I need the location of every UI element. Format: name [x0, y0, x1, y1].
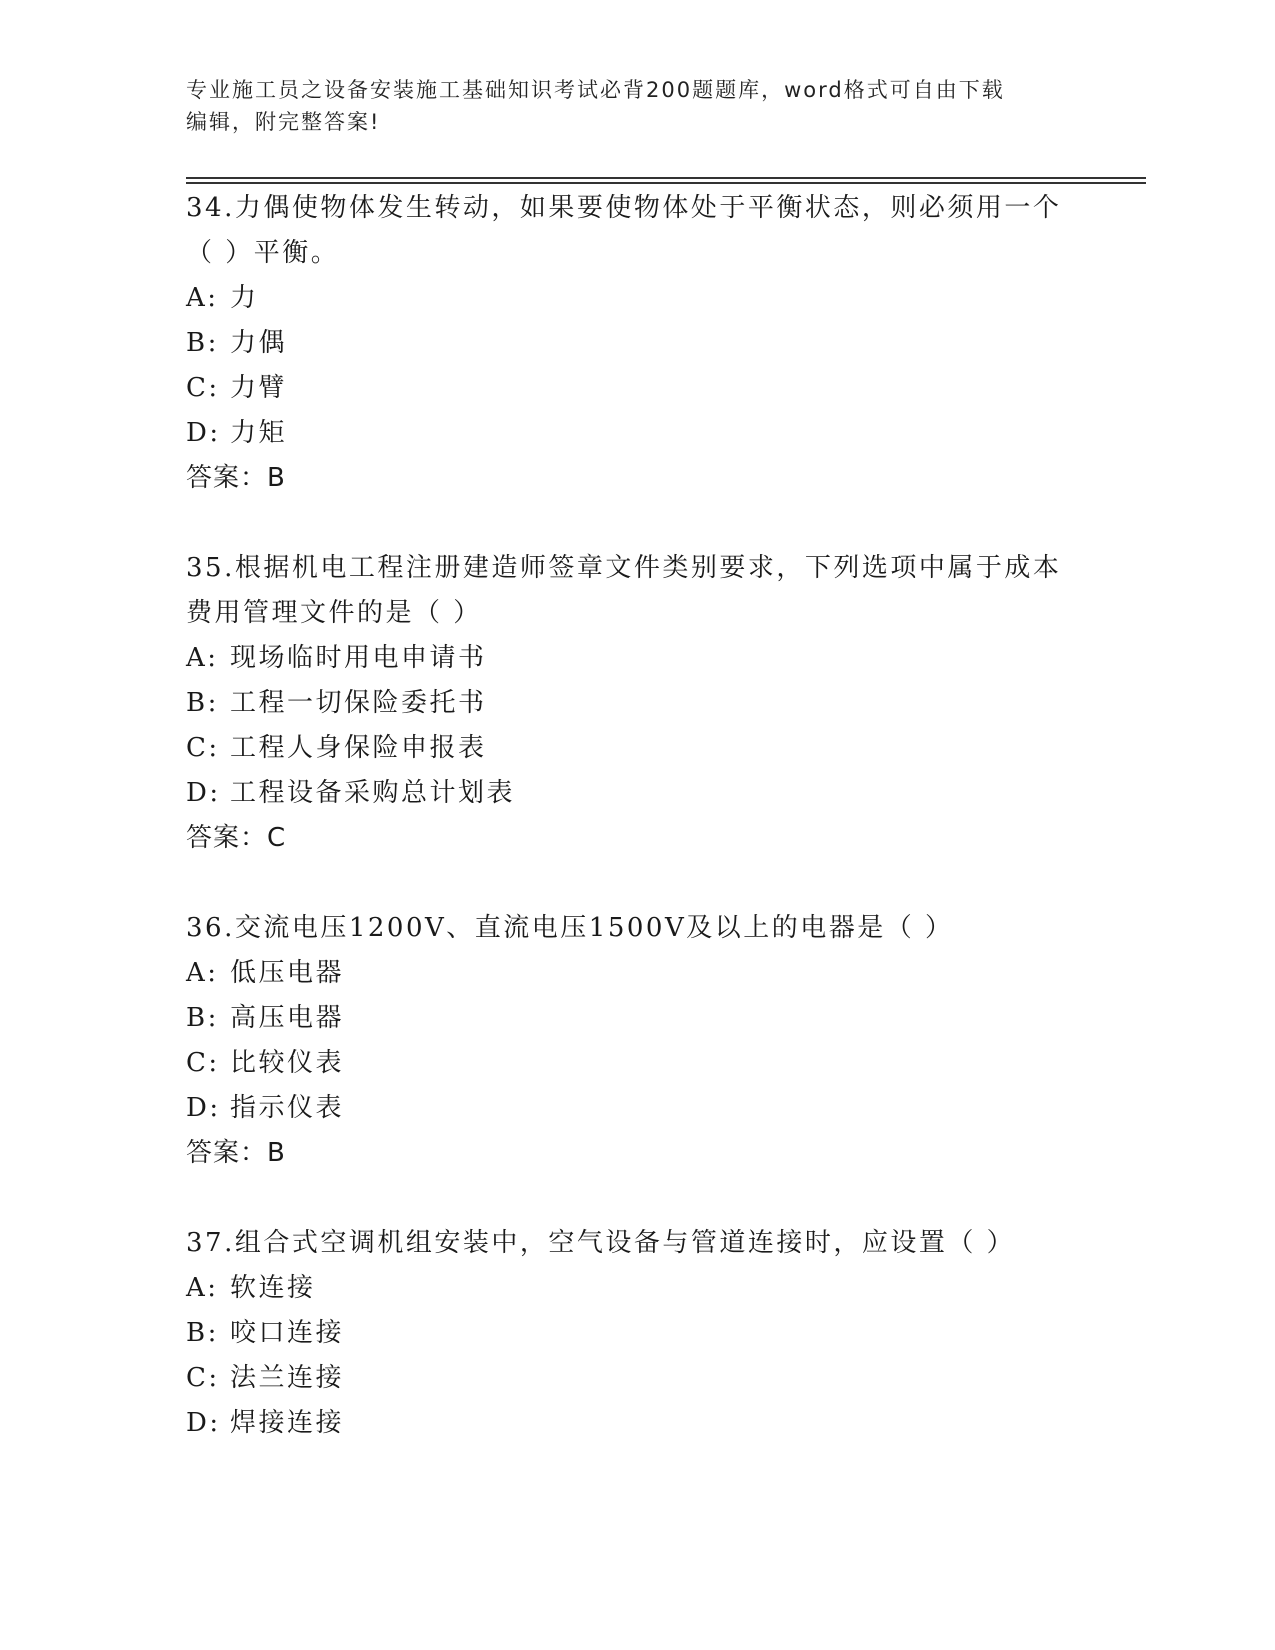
option-c: [186, 366, 1086, 411]
option-text: 力偶: [230, 328, 288, 358]
question-stem-line: 34.力偶使物体发生转动，如果要使物体处于平衡状态，则必须用一个: [186, 193, 1062, 223]
option-key: D:: [186, 418, 221, 448]
question-37: [186, 1221, 1086, 1446]
option-key: B:: [186, 1318, 219, 1348]
question-stem-line: 费用管理文件的是（ ）: [186, 598, 482, 628]
option-text: 工程人身保险申报表: [230, 733, 487, 763]
header-title-line-1: 专业施工员之设备安装施工基础知识考试必背200题题库，word格式可自由下载: [186, 78, 1005, 102]
option-key: D:: [186, 1093, 221, 1123]
option-d: [186, 771, 1086, 816]
header-divider-bottom: [186, 182, 1146, 184]
option-a: [186, 276, 1086, 321]
option-c: [186, 1356, 1086, 1401]
option-b: [186, 681, 1086, 726]
option-d: [186, 1401, 1086, 1446]
option-key: A:: [186, 1273, 219, 1303]
option-text: 咬口连接: [230, 1318, 345, 1348]
option-key: C:: [186, 1048, 220, 1078]
question-36: [186, 906, 1086, 1176]
question-35: [186, 546, 1086, 861]
option-key: D:: [186, 778, 221, 808]
header-divider-top: [186, 177, 1146, 179]
question-stem-line: 36.交流电压1200V、直流电压1500V及以上的电器是（ ）: [186, 913, 954, 943]
document-header: [186, 74, 1066, 138]
option-b: [186, 996, 1086, 1041]
option-key: B:: [186, 328, 219, 358]
question-spacer: [186, 501, 1086, 546]
option-text: 工程设备采购总计划表: [230, 778, 516, 808]
option-key: A:: [186, 643, 219, 673]
answer-line: 答案：B: [186, 1138, 286, 1168]
option-text: 力矩: [230, 418, 288, 448]
question-stem-line: 35.根据机电工程注册建造师签章文件类别要求，下列选项中属于成本: [186, 553, 1062, 583]
option-key: D:: [186, 1408, 221, 1438]
option-key: B:: [186, 688, 219, 718]
option-b: [186, 321, 1086, 366]
question-spacer: [186, 1176, 1086, 1221]
option-a: [186, 951, 1086, 996]
option-text: 工程一切保险委托书: [230, 688, 487, 718]
option-c: [186, 1041, 1086, 1086]
option-text: 法兰连接: [230, 1363, 345, 1393]
option-text: 指示仪表: [230, 1093, 345, 1123]
option-key: B:: [186, 1003, 219, 1033]
question-spacer: [186, 861, 1086, 906]
option-c: [186, 726, 1086, 771]
option-text: 高压电器: [230, 1003, 345, 1033]
option-b: [186, 1311, 1086, 1356]
option-text: 比较仪表: [230, 1048, 345, 1078]
option-d: [186, 411, 1086, 456]
question-list: [186, 186, 1086, 1446]
option-key: C:: [186, 373, 220, 403]
option-key: A:: [186, 958, 219, 988]
option-key: A:: [186, 283, 219, 313]
header-title-line-2: 编辑，附完整答案!: [186, 110, 381, 134]
option-text: 力臂: [230, 373, 288, 403]
question-34: [186, 186, 1086, 501]
option-text: 低压电器: [230, 958, 345, 988]
question-stem-line: 37.组合式空调机组安装中，空气设备与管道连接时，应设置（ ）: [186, 1228, 1016, 1258]
option-text: 焊接连接: [230, 1408, 345, 1438]
option-key: C:: [186, 733, 220, 763]
question-stem-line: （ ）平衡。: [186, 238, 340, 268]
option-d: [186, 1086, 1086, 1131]
option-text: 软连接: [230, 1273, 316, 1303]
option-text: 力: [230, 283, 259, 313]
option-key: C:: [186, 1363, 220, 1393]
option-a: [186, 1266, 1086, 1311]
answer-line: 答案：C: [186, 823, 287, 853]
option-a: [186, 636, 1086, 681]
answer-line: 答案：B: [186, 463, 286, 493]
option-text: 现场临时用电申请书: [230, 643, 487, 673]
